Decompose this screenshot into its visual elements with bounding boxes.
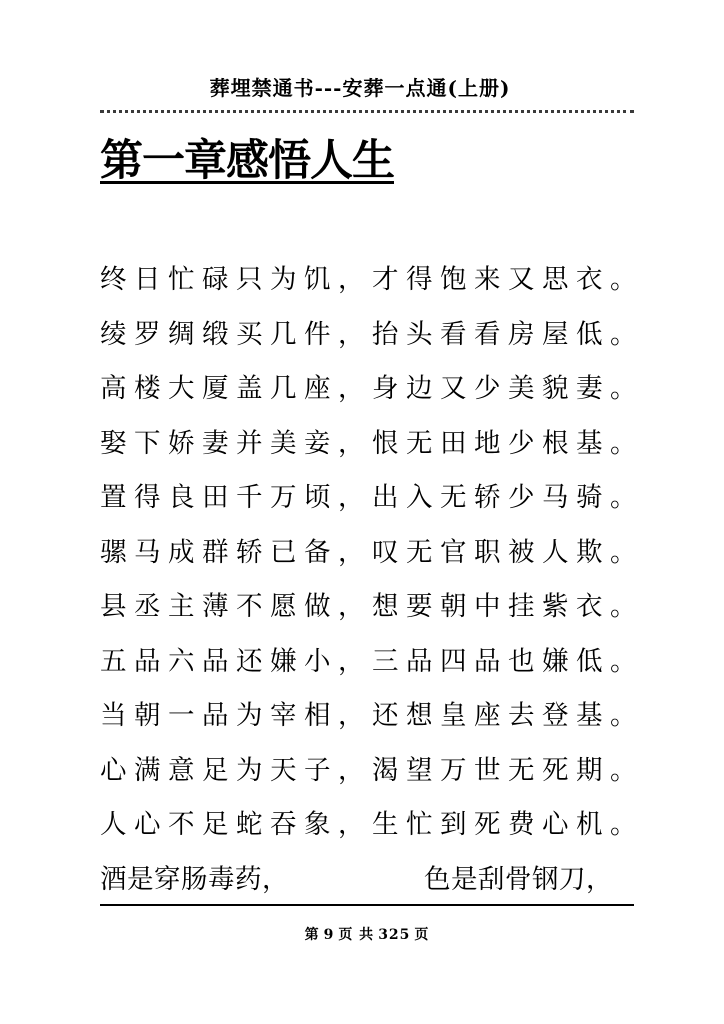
poem-line: 终日忙碌只为饥，才得饱来又思衣。 bbox=[100, 264, 644, 295]
poem-line: 当朝一品为宰相，还想皇座去登基。 bbox=[100, 700, 644, 731]
poem-final-left: 酒是穿肠毒药， bbox=[100, 864, 289, 895]
poem-line: 心满意足为天子，渴望万世无死期。 bbox=[100, 755, 644, 786]
footer-prefix: 第 bbox=[304, 927, 320, 943]
footer-page-number: 9 bbox=[323, 927, 335, 943]
poem-line: 绫罗绸缎买几件，抬头看看房屋低。 bbox=[100, 319, 644, 350]
poem-line: 娶下娇妻并美妾，恨无田地少根基。 bbox=[100, 428, 644, 459]
poem-line: 五品六品还嫌小，三品四品也嫌低。 bbox=[100, 646, 644, 677]
poem-final-line bbox=[100, 858, 640, 902]
poem-final-right: 色是刮骨钢刀， bbox=[424, 864, 613, 895]
chapter-title: 第一章感悟人生 bbox=[100, 136, 394, 186]
header-divider bbox=[100, 110, 634, 113]
footer-middle: 页 共 bbox=[338, 927, 375, 943]
poem-line: 人心不足蛇吞象，生忙到死费心机。 bbox=[100, 809, 644, 840]
poem-line: 县丞主薄不愿做，想要朝中挂紫衣。 bbox=[100, 591, 644, 622]
footer-total-pages: 325 bbox=[378, 927, 411, 943]
running-header: 葬埋禁通书---安葬一点通(上册) bbox=[209, 76, 511, 100]
footer-suffix: 页 bbox=[414, 927, 430, 943]
page-footer bbox=[100, 924, 634, 944]
poem-line: 高楼大厦盖几座，身边又少美貌妻。 bbox=[100, 373, 644, 404]
poem-line: 骡马成群轿已备，叹无官职被人欺。 bbox=[100, 537, 644, 568]
footer-divider bbox=[100, 904, 634, 906]
poem-line: 置得良田千万顷，出入无轿少马骑。 bbox=[100, 482, 644, 513]
